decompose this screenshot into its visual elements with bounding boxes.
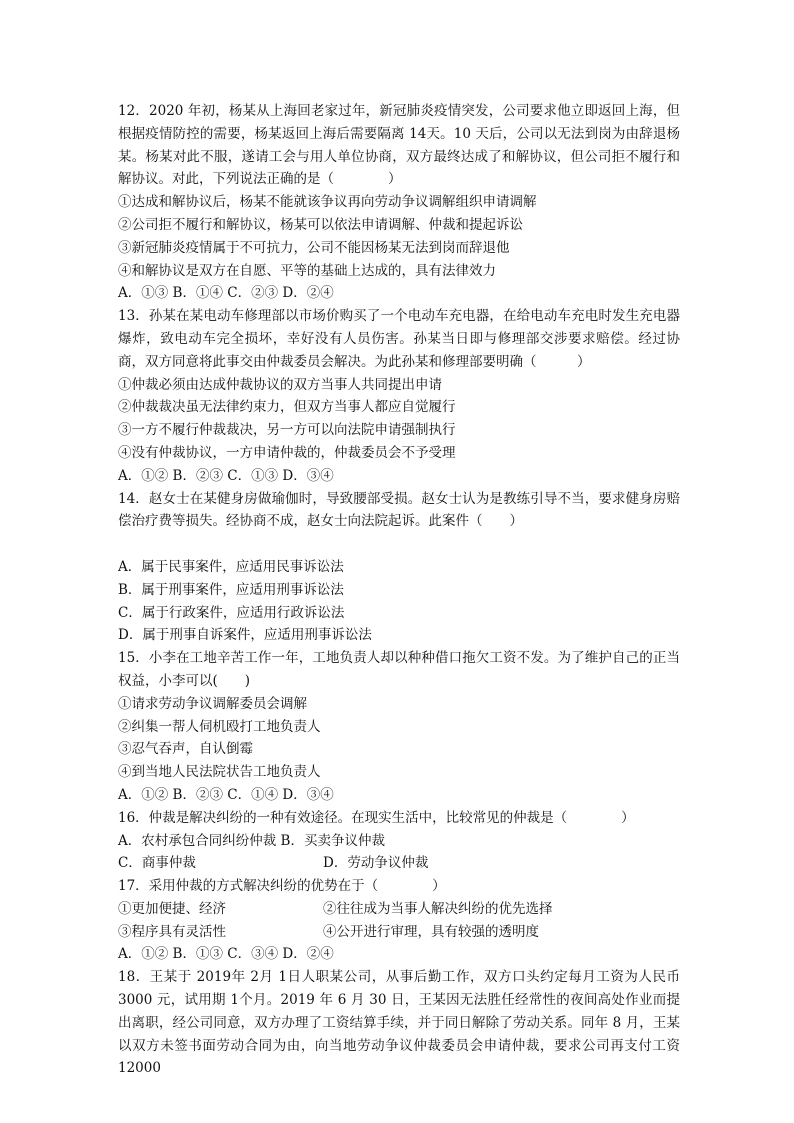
question-16-stem: 16．仲裁是解决纠纷的一种有效途径。在现实生活中，比较常见的仲裁是（ ） — [118, 809, 635, 826]
question-17-options-row-1 — [118, 898, 680, 921]
question-15-option-4: ④到当地人民法院状告工地负责人 — [118, 764, 321, 781]
question-13-option-4: ④没有仲裁协议，一方申请仲裁的，仲裁委员会不予受理 — [118, 444, 456, 461]
question-13-choices: A．①② B．②③ C．①③ D．③④ — [118, 467, 334, 484]
question-16-options-row-2 — [118, 852, 680, 875]
question-14-stem: 14．赵女士在某健身房做瑜伽时，导致腰部受损。赵女士认为是教练引导不当，要求健身房赔偿治疗费等损失。经协商不成，赵女士向法院起诉。此案件（ ） — [118, 490, 680, 530]
question-17-choices: A．①② B．①③ C．③④ D．②④ — [118, 946, 334, 963]
question-12-option-2: ②公司拒不履行和解协议，杨某可以依法申请调解、仲裁和提起诉讼 — [118, 216, 523, 233]
question-15-option-3: ③忍气吞声，自认倒霉 — [118, 741, 253, 758]
question-12-option-3: ③新冠肺炎疫情属于不可抗力，公司不能因杨某无法到岗而辞退他 — [118, 239, 510, 256]
question-15-option-2: ②纠集一帮人伺机殴打工地负责人 — [118, 718, 321, 735]
question-17-stem: 17．采用仲裁的方式解决纠纷的优势在于（ ） — [118, 878, 446, 895]
question-13-option-2: ②仲裁裁决虽无法律约束力，但双方当事人都应自觉履行 — [118, 399, 456, 416]
question-16-option-c: C．商事仲裁 — [118, 855, 196, 872]
question-15-stem: 15．小李在工地辛苦工作一年，工地负责人却以种种借口拖欠工资不发。为了维护自己的正当权益，小李可以( ) — [118, 650, 680, 689]
question-16-option-ab: A．农村承包合同纠纷仲裁 B．买卖争议仲裁 — [118, 832, 385, 849]
question-13-stem: 13．孙某在某电动车修理部以市场价购买了一个电动车充电器，在给电动车充电时发生充电器爆炸，致电动车完全损坏，幸好没有人员伤害。孙某当日即与修理部交涉要求赔偿。经过协商，双方同意将此事交由仲裁委员会解决。为此孙某和修理部要明确（ ） — [118, 308, 680, 370]
question-14-option-b: B．属于刑事案件，应适用刑事诉讼法 — [118, 581, 344, 598]
question-15-option-1: ①请求劳动争议调解委员会调解 — [118, 695, 307, 712]
question-12-option-4: ④和解协议是双方在自愿、平等的基础上达成的，具有法律效力 — [118, 262, 496, 279]
question-17-option-1: ①更加便捷、经济 — [118, 900, 226, 917]
question-12-choices: A．①③ B．①④ C．②③ D．②④ — [118, 285, 334, 302]
question-14-option-c: C．属于行政案件，应适用行政诉讼法 — [118, 604, 345, 621]
question-14-option-a: A．属于民事案件，应适用民事诉讼法 — [118, 558, 344, 575]
question-17-option-3: ③程序具有灵活性 — [118, 923, 226, 940]
question-14-option-d: D．属于刑事自诉案件，应适用刑事诉讼法 — [118, 627, 372, 644]
question-17-option-2: ②往往成为当事人解决纠纷的优先选择 — [323, 900, 553, 917]
exam-page-content — [118, 100, 680, 1077]
question-15-choices: A．①② B．②③ C．①④ D．③④ — [118, 786, 334, 803]
question-16-options-row-1 — [118, 830, 680, 853]
question-18-stem: 18．王某于 2019年 2月 1日人职某公司，从事后勤工作，双方口头约定每月工资为人民币 3000 元，试用期 1个月。2019 年 6 月 30 日，王某因无法胜任经常性的夜间高处作业而提出离职，经公司同意，双方办理了工资结算手续，并于同日解除了劳动关系。同年 8 月，王某以双方未签书面劳动合同为由，向当地劳动争议仲裁委员会申请仲裁，要求公司再支付工资 12000 — [118, 969, 680, 1077]
question-12-stem: 12．2020 年初，杨某从上海回老家过年，新冠肺炎疫情突发，公司要求他立即返回上海，但根据疫情防控的需要，杨某返回上海后需要隔离 14天。10 天后，公司以无法到岗为由辞退杨某。杨某对此不服，遂请工会与用人单位协商，双方最终达成了和解协议，但公司拒不履行和解协议。对此，下列说法正确的是（ ） — [118, 103, 680, 188]
question-13-option-1: ①仲裁必须由达成仲裁协议的双方当事人共同提出申请 — [118, 376, 442, 393]
question-12-option-1: ①达成和解协议后，杨某不能就该争议再向劳动争议调解组织申请调解 — [118, 194, 537, 211]
question-17-option-4: ④公开进行审理，具有较强的透明度 — [323, 923, 539, 940]
question-17-options-row-2 — [118, 921, 680, 944]
question-13-option-3: ③一方不履行仲裁裁决，另一方可以向法院申请强制执行 — [118, 422, 456, 439]
question-16-option-d: D．劳动争议仲裁 — [323, 855, 429, 872]
